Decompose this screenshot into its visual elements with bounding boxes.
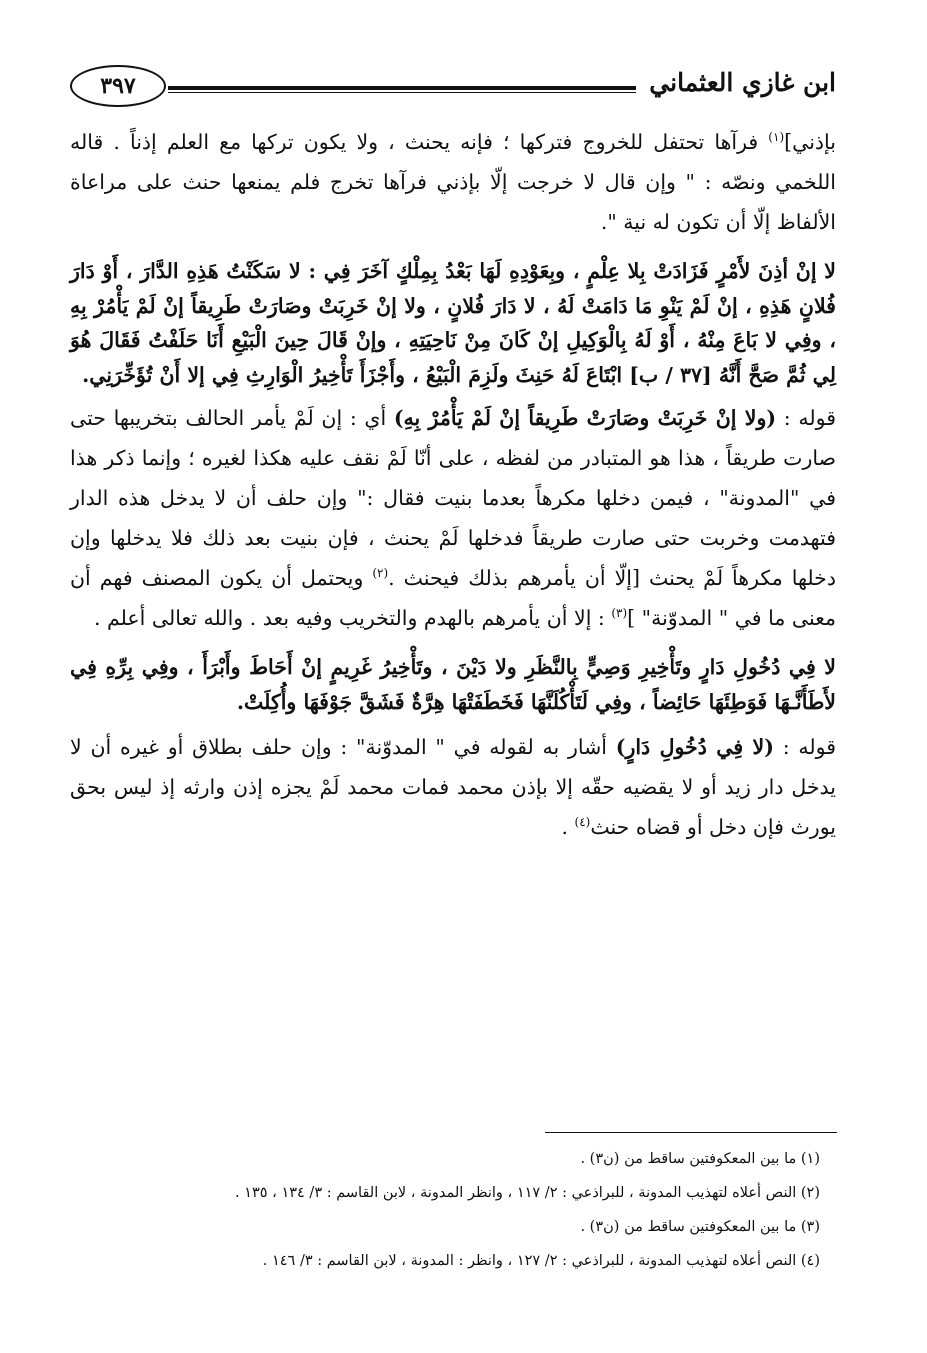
footnote-ref-3: (٣): [611, 606, 628, 621]
header-rule: [168, 86, 636, 93]
paragraph-2: قوله : (ولا إنْ خَرِبَتْ وصَارَتْ طَرِيقاً إنْ لَمْ يَأْمُرْ بِهِ) أي : إن لَمْ يأمر الحالف بتخريبها حتى صارت طريقاً ، هذا هو المتبادر من لفظه ، على أنّا لَمْ نقف عليه هكذا لغيره ؛ وإنما ذكر هذا في "المدونة" ، فيمن دخلها مكرهاً بعدما بنيت فقال :" وإن حلف أن لا يدخل هذه الدار فتهدمت وخربت حتى صارت طريقاً فدخلها لَمْ يحنث ، فإن بنيت بعد ذلك فلا يدخلها وإن دخلها مكرهاً لَمْ يحنث [إلّا أن يأمرهم بذلك فيحنث .$^{(٢)}$ ويحتمل أن يكون المصنف فهم أن معنى ما في " المدوّنة" ]$^{(٣)}$ : إلا أن يأمرهم بالهدم والتخريب وفيه بعد . والله تعالى أعلم .: [70, 406, 836, 630]
page-body: [70, 122, 836, 847]
page-number: ٣٩٧: [70, 65, 166, 107]
paragraph-1: بإذني]$^{(١)}$ فرآها تحتفل للخروج فتركها ؛ فإنه يحنث ، ولا يكون تركها مع العلم إذناً . قاله اللخمي ونصّه : " وإن قال لا خرجت إلّا بإذني فرآها تخرج فلم يمنعها حنث على مراعاة الألفاظ إلّا أن تكون له نية ".: [70, 130, 836, 234]
footnotes: [70, 1142, 820, 1278]
footnote-2: (٢) النص أعلاه لتهذيب المدونة ، للبراذعي : ٢/ ١١٧ ، وانظر المدونة ، لابن القاسم : ٣/ ١٣٤ ، ١٣٥ .: [234, 1185, 820, 1201]
matn-text-1: لا إنْ أذِنَ لأَمْرٍ فَزَادَتْ بِلا عِلْمٍ ، وبِعَوْدِهِ لَهَا بَعْدُ بِمِلْكٍ آخَرَ فِي : لا سَكَنْتُ هَذِهِ الدَّارَ ، أَوْ دَارَ فُلانٍ هَذِهِ ، إنْ لَمْ يَنْوِ مَا دَامَتْ لَهُ ، لا دَارَ فُلانٍ ، ولا إنْ خَرِبَتْ وصَارَتْ طَرِيقاً إنْ لَمْ يَأْمُرْ بِهِ ، وفِي لا بَاعَ مِنْهُ ، أَوْ لَهُ بِالْوَكِيلِ إنْ كَانَ مِنْ نَاحِيَتِهِ ، وإنْ قَالَ حِينَ الْبَيْعِ أَنَا حَلَفْتُ فَقَالَ هُوَ لِي ثُمَّ صَحَّ أَنَّهُ [٣٧ / ب] ابْتَاعَ لَهُ حَنِثَ ولَزِمَ الْبَيْعُ ، وأَجْزَأَ تَأْخِيرُ الْوَارِثِ فِي إلا أَنْ تُؤَخِّرَنِي.: [70, 259, 836, 387]
footnote-4: (٤) النص أعلاه لتهذيب المدونة ، للبراذعي : ٢/ ١٢٧ ، وانظر : المدونة ، لابن القاسم : ٣/ ١٤٦ .: [262, 1253, 820, 1269]
page-header: [70, 60, 836, 116]
quoted-matn: (ولا إنْ خَرِبَتْ وصَارَتْ طَرِيقاً إنْ لَمْ يَأْمُرْ بِهِ): [393, 406, 777, 430]
footnote-ref-2: (٢): [372, 566, 389, 581]
footnote-ref-4: (٤): [574, 815, 591, 830]
paragraph-3: قوله : (لا فِي دُخُولِ دَارٍ) أشار به لقوله في " المدوّنة" : وإن حلف بطلاق أو غيره أن لا يدخل دار زيد أو لا يقضيه حقّه إلا بإذن محمد فمات محمد لَمْ يجزه إذن وارثه إذ ليس بحق يورث فإن دخل أو قضاه حنث$^{(٤)}$ .: [70, 735, 836, 839]
running-title: ابن غازي العثماني: [649, 68, 836, 97]
footnote-3: (٣) ما بين المعكوفتين ساقط من (ن٣) .: [580, 1219, 820, 1235]
quoted-matn: (لا فِي دُخُولِ دَارٍ): [615, 735, 774, 759]
footnote-ref-1: (١): [768, 130, 785, 145]
footnote-separator: [545, 1132, 837, 1133]
footnote-1: (١) ما بين المعكوفتين ساقط من (ن٣) .: [580, 1151, 820, 1167]
folio-marker: [٣٧ / ب]: [629, 362, 712, 387]
matn-text-2: لا فِي دُخُولِ دَارٍ وتَأْخِيرِ وَصِيٍّ بِالنَّظَرِ ولا دَيْنَ ، وتَأْخِيرُ غَرِيمٍ إنْ أَحَاطَ وأَبْرَأَ ، وفِي بِرِّهِ فِي لأَطَأَنَّـهَا فَوَطِئَهَا حَائِضاً ، وفِي لَتَأْكُلَنَّهَا فَخَطَفَتْهَا هِرَّةٌ فَشَقَّ جَوْفَهَا وأُكِلَتْ.: [70, 655, 836, 714]
